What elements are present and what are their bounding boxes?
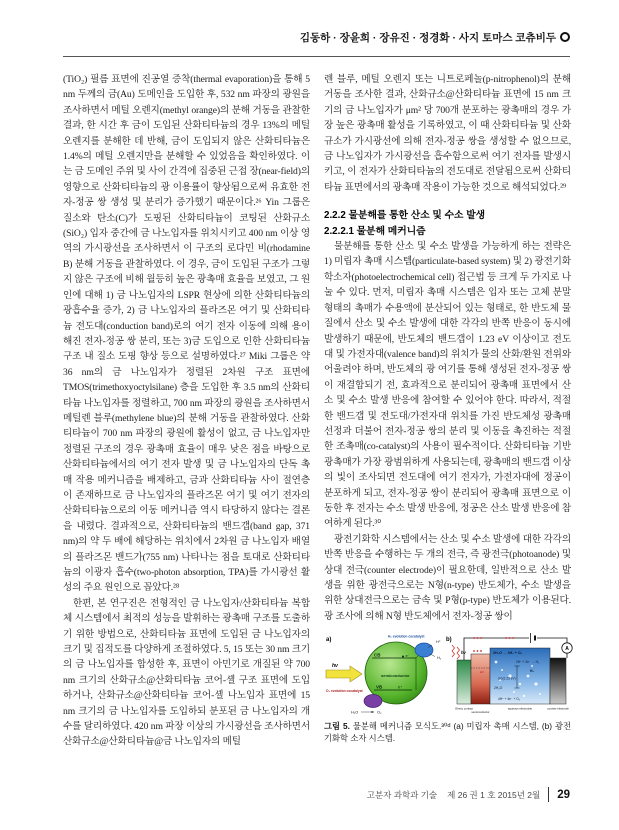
page-header	[63, 30, 570, 45]
article-body	[63, 72, 571, 750]
cb-label: CB	[374, 652, 381, 658]
figure-caption-text: 물분해 메커니즘 모식도.³⁰ᵈ (a) 미립자 촉매 시스템, (b) 광전기화학 소자 시스템.	[324, 721, 571, 743]
h2-cocatalyst-label: H₂ evolution cocatalyst	[388, 634, 425, 639]
counter-electrode	[550, 658, 566, 704]
photon-squiggle-icon	[452, 645, 455, 657]
semiconductor-electrode	[471, 654, 490, 704]
h2-gas-label: H₂	[530, 669, 534, 674]
free-energy-label: ΔG(1.23 eV)	[498, 676, 516, 681]
left-column	[63, 72, 310, 750]
o2-reaction-label: 4H⁺ + 4e⁻ + O₂	[498, 697, 520, 702]
battery-icon	[531, 633, 536, 643]
h2o-label: H₂O	[351, 710, 359, 715]
ohmic-contact-electrode	[457, 660, 471, 704]
h-plus-label: H⁺	[436, 640, 441, 645]
header-divider	[63, 56, 570, 57]
ammeter-icon	[562, 643, 572, 653]
electron-label: e⁻	[405, 653, 410, 659]
panel-a-tag: a)	[326, 637, 332, 644]
paragraph: 렌 블루, 메틸 오렌지 또는 니트로페놀(p-nitrophenol)의 분해 거동을 조사한 결과, 산화규소@산화티타늄 표면에 15 nm 크기의 금 나노입자가 μm² 당 700개 분포하는 광촉매의 경우 가장 높은 광촉매 활성을 기록하였고, 이 때 산화티타늄 및 산화규소가 가시광선에 의해 전자-정공 쌍을 생성할 수 없으므로, 금 나노입자가 가시광선을 흡수함으로써 여기 전자를 발생시키고, 이 전자가 산화티타늄의 전도대로 전달됨으로써 산화티타늄 표면에서의 광촉매 작용이 가능한 것으로 해석되었다.²⁹	[324, 74, 571, 193]
overall-reaction-label: 2H₂O → 2H₂ + O₂	[493, 651, 523, 656]
o2-cocatalyst-blob	[364, 695, 382, 708]
footer-journal-title: 고분자 과학과 기술	[366, 789, 438, 800]
corresponding-author-icon	[560, 32, 570, 42]
paragraph: (TiO₂) 필름 표면에 진공열 증착(thermal evaporation)을 통해 5 nm 두께의 금(Au) 도메인을 도입한 후, 532 nm 파장의 광원을 조사하면서 메틸 오렌지(methyl orange)의 분해 거동을 관찰한 결과, 한 시간 후 금이 도입된 산화티타늄의 경우 13%의 메틸 오렌지를 분해한 데 반해, 금이 도입되지 않은 산화티타늄은 1.4%의 메틸 오렌지만을 분해할 수 있었음을 확인하였다. 이는 금 도메인 주위 및 사이 간격에 집중된 근접 장(near-field)의 영향으로 산화티타늄의 광 이용률이 향상됨으로써 유효한 전자-정공 쌍 생성 및 분리가 증가했기 때문이다.²⁶ Yin 그룹은 질소와 탄소(C)가 도핑된 산화티타늄이 코팅된 산화규소(SiO₂) 입자 중간에 금 나노입자를 위치시키고 400 nm 이상 영역의 가시광선을 조사하면서 이 구조의 로다민 비(rhodamine B) 분해 거동을 관찰하였다. 이 경우, 금이 도입된 구조가 그렇지 않은 구조에 비해 월등히 높은 광촉매 효율을 보였고, 그 원인에 대해 1) 금 나노입자의 LSPR 현상에 의한 산화티타늄의 광흡수율 증가, 2) 금 나노입자의 플라즈몬 여기 및 산화티타늄 전도대(conduction band)로의 여기 전자 이동에 의해 용이해진 전자-정공 쌍 분리, 또는 3)금 도입으로 인한 산화티타늄 구조 내 질소 도핑 향상 등으로 설명하였다.²⁷ Miki 그룹은 약 36 nm의 금 나노입자가 정렬된 2차원 구조 표면에 TMOS(trimethoxyoctylsilane) 층을 도입한 후 3.5 nm의 산화티타늄 나노입자를 정렬하고, 700 nm 파장의 광원을 조사하면서 메틸렌 블루(methylene blue)의 분해 거동을 관찰하였다. 산화티타늄이 700 nm 파장의 광원에 활성이 없고, 금 나노입자만 정렬된 구조의 경우 광촉매 효율이 매우 낮은 점을 바탕으로 산화티타늄에서의 여기 전자 발생 및 금 나노입자의 단독 촉매 작용 메커니즘을 배제하고, 금과 산화티타늄 사이 절연층이 존재하므로 금 나노입자의 플라즈몬 여기 및 여기 전자의 산화티타늄으로의 이동 메커니즘 역시 타당하지 않다는 결론을 내렸다. 결과적으로, 산화티타늄의 밴드갭(band gap, 371 nm)의 약 두 배에 해당하는 위치에서 2차원 금 나노입자 배열의 플라즈몬 밴드가(755 nm) 나타나는 점을 토대로 산화티타늄의 이광자 흡수(two-photon absorption, TPA)를 가시광선 활성의 주요 원인으로 꼽았다.²⁸	[63, 74, 310, 594]
h2-reaction-label: 2H⁺ + 2e⁻ → H₂	[516, 660, 540, 665]
panel-a-hv-label: hν	[332, 663, 338, 670]
paragraph: 광전기화학 시스템에서는 산소 및 수소 발생에 대한 각각의 반쪽 반응을 수행하는 두 개의 전극, 즉 광전극(photoanode) 및 상대 전극(counter electrode)이 필요한데, 일반적으로 산소 발생을 위한 광전극으로는 N형(n-type) 반도체가, 수소 발생을 위한 상대전극으로는 금속 및 P형(p-type) 반도체가 이용된다. 광 조사에 의해 N형 반도체에서 전자-정공 쌍이	[324, 533, 571, 622]
figure-caption-label: 그림 5.	[324, 721, 350, 732]
fermi-level-label: EF	[480, 670, 484, 675]
vb-label: VB	[376, 684, 383, 690]
footer-page-number: 29	[557, 788, 570, 801]
electrode-label: aqueous electrolyte	[507, 706, 533, 711]
paragraph: 한편, 본 연구진은 전형적인 금 나노입자/산화티타늄 복합체 시스템에서 최적의 성능을 발휘하는 광촉매 구조를 도출하기 위한 방법으로, 산화티타늄 표면에 도입된 금 나노입자의 크기 및 집적도를 다양하게 조절하였다. 5, 15 또는 30 nm 크기의 금 나노입자를 합성한 후, 표면이 아민기로 개질된 약 700 nm 크기의 산화규소@산화티타늄 코어-셸 구조 표면에 도입하거나, 산화규소@산화티타늄 코어-셸 나노입자 표면에 15 nm 크기의 금 나노입자를 도입하되 분포된 금 나노입자의 개수를 달리하였다. 420 nm 파장 이상의 가시광선을 조사하면서 산화규소@산화티타늄@금 나노입자의 메틸	[63, 597, 310, 748]
ammeter-label: A	[565, 646, 569, 653]
o2-label: O₂	[377, 710, 382, 715]
panel-b-tag: b)	[446, 637, 452, 644]
header-authors: 김동하 · 장윤희 · 장유진 · 정경화 · 사지 토마스 코츄비두	[299, 32, 556, 44]
electrode-label: Ohmic contact	[455, 706, 473, 711]
paragraph: 물분해를 통한 산소 및 수소 발생을 가능하게 하는 전략은 1) 미립자 촉매 시스템(particulate-based system) 및 2) 광전기화학소자(photoelectrochemical cell) 접근법 등 크게 두 가지로 나눌 수 있다. 먼저, 미립자 촉매 시스템은 입자 또는 고체 분말 형태의 촉매가 수용액에 분산되어 있는 형태로, 한 반도체 물질에서 산소 및 수소 발생에 대한 각각의 반쪽 반응이 동시에 발생하기 때문에, 반도체의 밴드갭이 1.23 eV 이상이고 전도대 및 가전자대(valence band)의 위치가 물의 산화/환원 전위와 어울려야 하며, 반도체의 광 여기를 통해 생성된 전자-정공 쌍이 재결합되기 전, 효과적으로 분리되어 광촉매 표면에서 산소 및 수소 발생 반응에 참여할 수 있어야 한다. 따라서, 적절한 밴드갭 및 전도대/가전자대 위치를 가진 반도체성 광촉매 선정과 더불어 전자-정공 쌍의 분리 및 이동을 촉진하는 적절한 조촉매(co-catalyst)의 사용이 필수적이다. 산화티타늄 기반 광촉매가 가장 광범위하게 사용되는데, 광촉매의 밴드갭 이상의 빛이 조사되면 전도대에 여기 전자가, 가전자대에 정공이 분포하게 되고, 전자-정공 쌍이 분리되어 광촉매 표면으로 이동한 후 전자는 수소 발생 반응에, 정공은 산소 발생 반응에 참여하게 된다.³⁰	[324, 241, 571, 530]
page-footer	[367, 787, 570, 802]
figure-caption	[324, 721, 571, 744]
semiconductor-label: semiconductor	[381, 673, 410, 679]
h2-cocatalyst-blob	[415, 643, 433, 657]
o2-cocatalyst-label: O₂ evolution cocatalyst	[326, 689, 363, 694]
panel-b-hv-label: hν	[461, 650, 466, 656]
subsection-heading: 2.2.2.1 물분해 메커니즘	[324, 225, 426, 237]
h2-label: H₂	[437, 656, 442, 661]
electrode-label: semiconductor	[471, 710, 490, 715]
water-label: 2H₂O	[494, 686, 503, 691]
water-splitting-diagram	[324, 632, 574, 716]
electrode-label: counter electrode	[547, 706, 569, 711]
footer-issue: 제 26 권 1 호 2015년 2월	[447, 789, 541, 800]
right-column	[324, 72, 571, 750]
figure-5	[324, 632, 571, 744]
section-heading: 2.2.2 물분해를 통한 산소 및 수소 발생	[324, 210, 486, 222]
hole-label: h⁺	[398, 684, 403, 690]
footer-divider	[548, 787, 549, 802]
